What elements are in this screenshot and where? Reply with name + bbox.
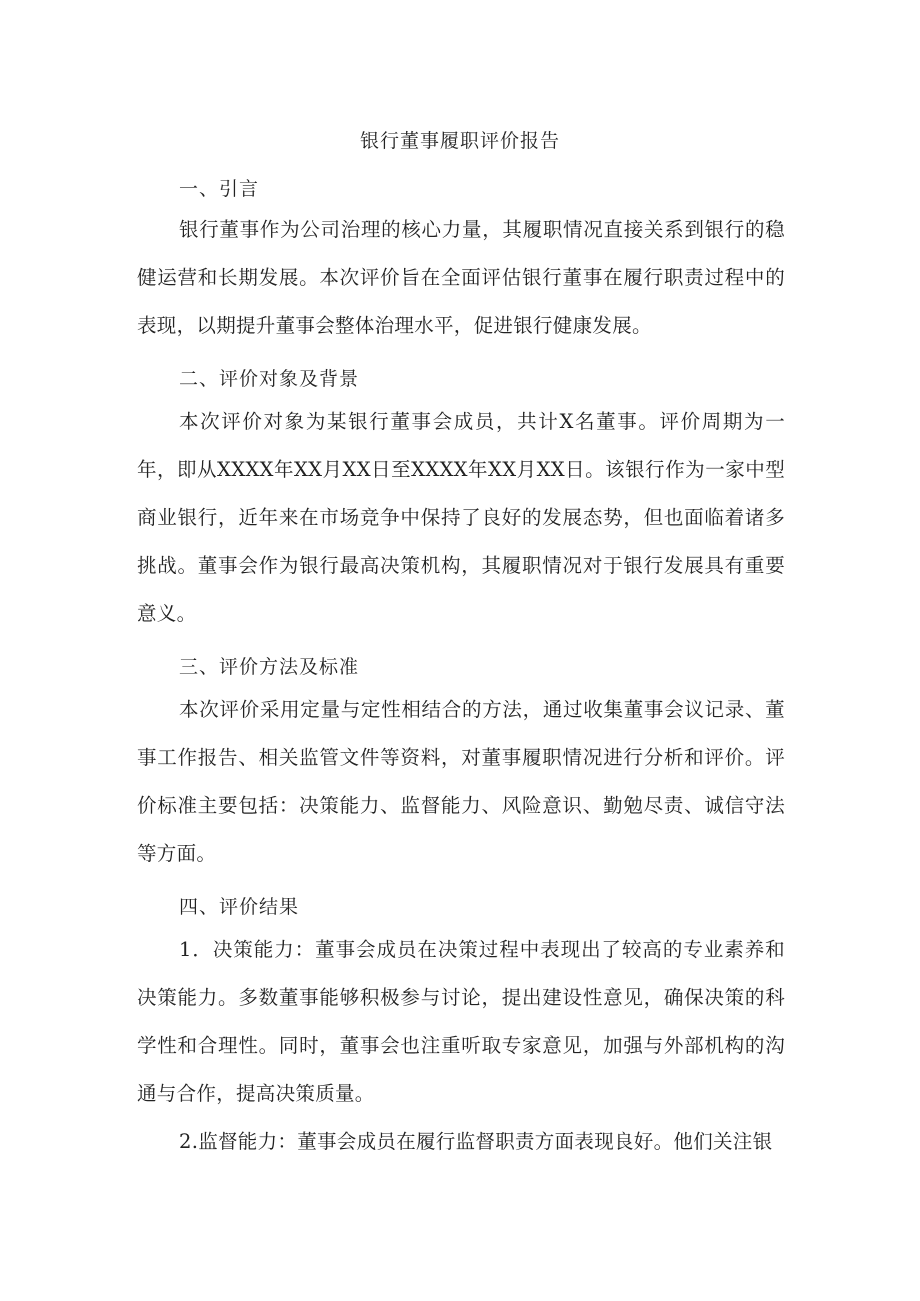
paragraph-introduction: 银行董事作为公司治理的核心力量，其履职情况直接关系到银行的稳健运营和长期发展。本次评价旨在全面评估银行董事在履行职责过程中的表现，以期提升董事会整体治理水平，促进银行健康发展。 <box>137 218 785 337</box>
section-heading-subject-background: 二、评价对象及背景 <box>179 368 360 390</box>
paragraph-subject-background: 本次评价对象为某银行董事会成员，共计X名董事。评价周期为一年，即从XXXX年XX月XX日至XXXX年XX月XX日。该银行作为一家中型商业银行，近年来在市场竞争中保持了良好的发展态势，但也面临着诸多挑战。董事会作为银行最高决策机构，其履职情况对于银行发展具有重要意义。 <box>137 410 785 625</box>
section-heading-results: 四、评价结果 <box>179 896 300 918</box>
document-title: 银行董事履职评价报告 <box>359 130 560 152</box>
section-heading-method-standard: 三、评价方法及标准 <box>179 656 360 678</box>
section-heading-introduction: 一、引言 <box>179 178 260 200</box>
paragraph-supervision-ability: 2.监督能力：董事会成员在履行监督职责方面表现良好。他们关注银 <box>179 1130 773 1153</box>
paragraph-method-standard: 本次评价采用定量与定性相结合的方法，通过收集董事会议记录、董事工作报告、相关监管文件等资料，对董事履职情况进行分析和评价。评价标准主要包括：决策能力、监督能力、风险意识、勤勉尽责、诚信守法等方面。 <box>137 698 785 865</box>
paragraph-decision-ability: 1．决策能力：董事会成员在决策过程中表现出了较高的专业素养和决策能力。多数董事能够积极参与讨论，提出建设性意见，确保决策的科学性和合理性。同时，董事会也注重听取专家意见，加强与外部机构的沟通与合作，提高决策质量。 <box>137 938 785 1105</box>
